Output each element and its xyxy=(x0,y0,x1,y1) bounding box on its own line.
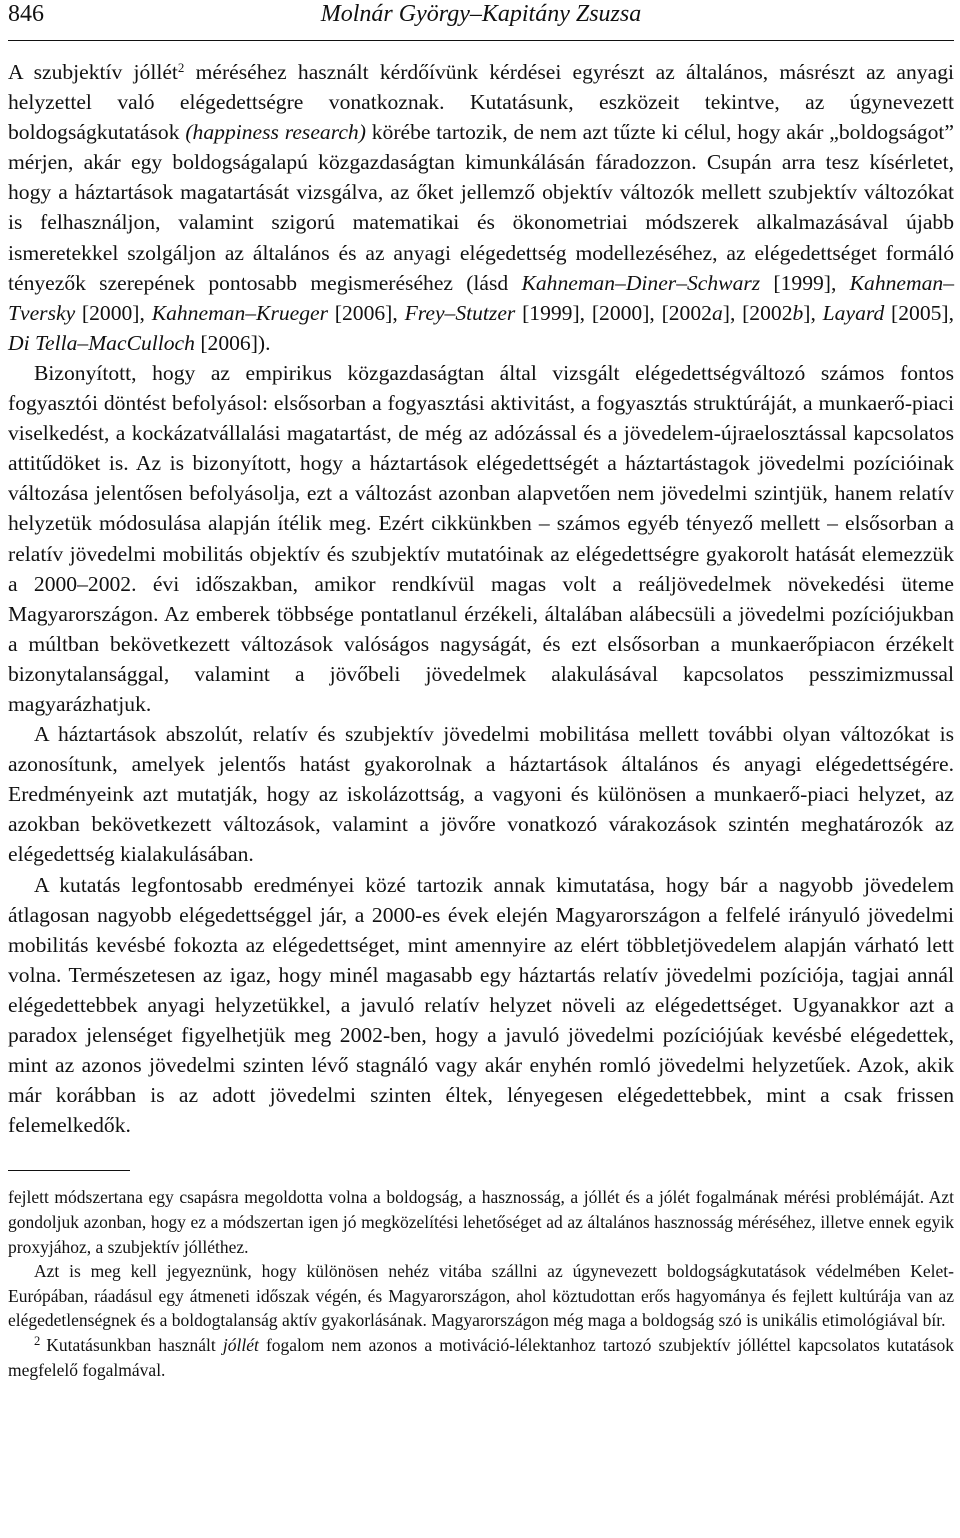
page-header xyxy=(8,0,954,41)
text-run: ], [2002 xyxy=(722,300,793,325)
citation-author: Kahneman–Krueger xyxy=(151,300,329,325)
text-run: [2006], xyxy=(328,300,405,325)
running-head: Molnár György–Kapitány Zsuzsa xyxy=(320,1,642,27)
citation-author: Di Tella–MacCulloch xyxy=(8,330,195,355)
text-run: Kutatásunkban használt xyxy=(46,1334,223,1355)
paragraph-1 xyxy=(8,57,954,358)
text-run: [1999], xyxy=(760,270,850,295)
text-run: ], xyxy=(803,300,823,325)
text-run: [2006]). xyxy=(194,330,271,355)
text-run: körébe tartozik, de nem azt tűzte ki célul, hogy akár „boldogságot” mérjen, akár egy boldogságalapú közgazdaságtan kimunkálásán fáradozzon. Csupán arra tesz kísérletet, hogy a háztartások magatartását vizsgálva, az őket jellemző objektív változók mellett szubjektív változókat is felhasználjon, valamint szigorú matematikai és ökonometriai módszerek alkalmazásával újabb ismeretekkel szolgáljon az általános és az anyagi elégedettség modellezéséhez, az elégedettséget formáló tényezők szerepének pontosabb megismeréséhez (lásd xyxy=(8,120,954,295)
footnote-separator xyxy=(8,1170,130,1171)
footnotes xyxy=(8,1185,954,1382)
page xyxy=(8,0,954,1382)
text-run: [2005], xyxy=(884,300,955,325)
page-number: 846 xyxy=(8,1,44,27)
citation-author: Layard xyxy=(822,300,885,325)
footnote-continuation-paragraph: Azt is meg kell jegyeznünk, hogy különösen nehéz vitába szállni az úgynevezett boldogságkutatások védelmében Kelet-Európában, ráadásul egy átmeneti időszak végén, és Magyarországon, ahol köztudottan erős hagyománya és fejlett kultúrája van az elégedetlenségnek és a boldogtalanság aktív gyakorlásának. Magyarországon még maga a boldogság szó is unikális etimológiával bír. xyxy=(8,1261,954,1331)
footnote-mark: 2 xyxy=(34,1334,41,1349)
footnote-continuation: fejlett módszertana egy csapásra megoldotta volna a boldogság, a hasznosság, a jóllét és a jólét fogalmának mérési problémáját. Azt gondoljuk azonban, hogy ez a módszertan igen jó megközelítési lehetőséget ad az általános hasznosság méréséhez, illetve ennek egyik proxyjához, a szubjektív jólléthez. xyxy=(8,1187,954,1257)
paragraph-4: A kutatás legfontosabb eredményei közé tartozik annak kimutatása, hogy bár a nagyobb jövedelem átlagosan nagyobb elégedettséggel jár, a 2000-es évek elején Magyarországon a felfelé irányuló jövedelmi mobilitás kevésbé fokozta az elégedettséget, mint amennyire az elért többletjövedelem alapján várható lett volna. Természetesen az igaz, hogy minél magasabb egy háztartás relatív jövedelmi pozíciója, tagjai annál elégedettebbek anyagi helyzetükkel, a javuló relatív helyzet növeli az elégedettséget. Ugyanakkor azt a paradox jelenséget figyelhetjük meg 2002-ben, hogy a javuló jövedelmi pozíciójúak kevésbé elégedettek, mint az azonos jövedelmi szinten lévő stagnáló vagy akár enyhén romló jövedelmi helyzetűek. Azok, akik már korábban is az adott jövedelmi szinten éltek, lényegesen elégedettebbek, mint a csak frissen felemelkedők. xyxy=(8,872,954,1138)
body-text xyxy=(8,57,954,1140)
citation-suffix: a xyxy=(711,300,723,325)
text-run: [1999], [2000], [2002 xyxy=(515,300,712,325)
italic-term: jóllét xyxy=(222,1334,259,1355)
footnote-ref-2: 2 xyxy=(177,59,185,75)
text-run: [2000], xyxy=(75,300,152,325)
citation-suffix: b xyxy=(792,300,804,325)
italic-term: (happiness research) xyxy=(185,120,366,145)
text-run: A szubjektív jóllét xyxy=(8,60,178,84)
text-run: méréséhez használt kérdőívünk kérdései egyrészt az általános, másrészt az anyagi helyzettel való elégedettségre vonatkoznak. Kutatásunk, eszközeit tekintve, az úgynevezett boldogságkutatások xyxy=(8,60,954,145)
citation-author: Kahneman–Diner–Schwarz xyxy=(521,270,761,295)
footnote-2 xyxy=(8,1333,954,1382)
paragraph-2: Bizonyított, hogy az empirikus közgazdaságtan által vizsgált elégedettségváltozó számos fontos fogyasztói döntést befolyásol: elsősorban a fogyasztási aktivitást, a fogyasztás struktúráját, a munkaerő-piaci viselkedést, a kockázatvállalási magatartást, de még az adózással és a jövedelem-újraelosztással kapcsolatos attitűdöket is. Az is bizonyított, hogy a háztartások elégedettségét a háztartástagok jövedelmi pozícióinak változása jelentősen befolyásolja, ezt a változást azonban alapvetően nem jövedelmi szintjük, hanem relatív helyzetük módosulása alapján ítélik meg. Ezért cikkünkben – számos egyéb tényező mellett – elsősorban a relatív jövedelmi mobilitás objektív és szubjektív mutatóinak az elégedettségre gyakorolt hatását elemezzük a 2000–2002. évi időszakban, amikor rendkívül magas volt a reáljövedelmek növekedési üteme Magyarországon. Az emberek többsége pontatlanul érzékeli, általában alábecsüli a jövedelmi pozíciójukban a múltban bekövetkezett változások valóságos nagyságát, és ezt elsősorban a munkaerőpiacon érzékelt bizonytalansággal, valamint a jövőbeli jövedelmek alakulásával kapcsolatos pesszimizmussal magyarázhatjuk. xyxy=(8,360,954,716)
paragraph-3: A háztartások abszolút, relatív és szubjektív jövedelmi mobilitása mellett további olyan változókat is azonosítunk, amelyek jelentős hatást gyakorolnak a háztartások általános és anyagi elégedettségére. Eredményeink azt mutatják, hogy az iskolázottság, a vagyoni és különösen a munkaerő-piaci helyzet, az azokban bekövetkezett változások, valamint a jövőre vonatkozó várakozások szintén meghatározók az elégedettség kialakulásában. xyxy=(8,722,954,867)
text-run: fogalom nem azonos a motiváció-lélektanhoz tartozó szubjektív jólléttel kapcsolatos kutatások megfelelő fogalmával. xyxy=(8,1334,955,1380)
citation-author: Kahneman–Tversky xyxy=(8,270,954,325)
citation-author: Frey–Stutzer xyxy=(404,300,516,325)
